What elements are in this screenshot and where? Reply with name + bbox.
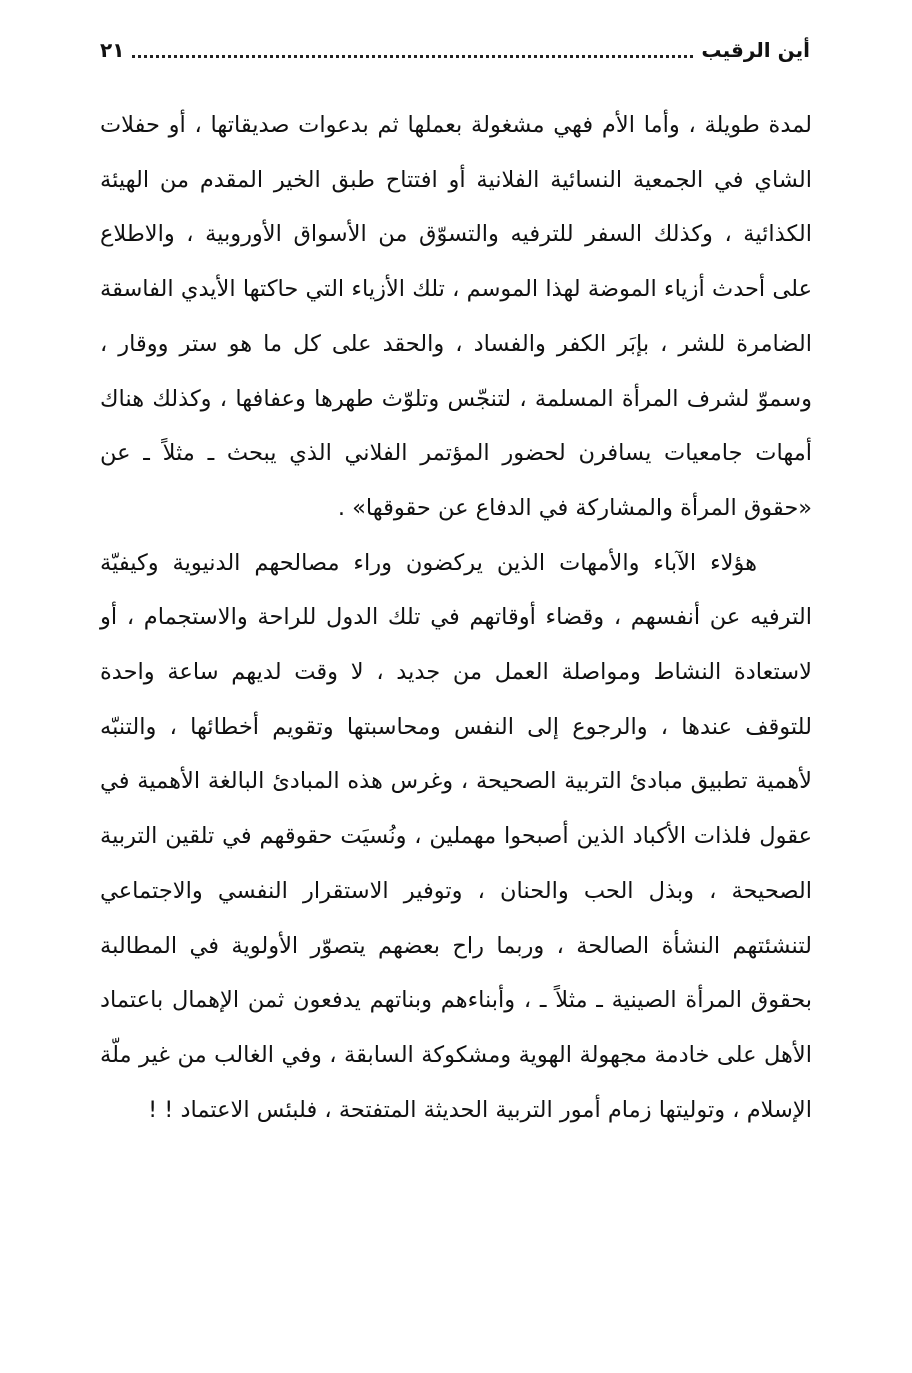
book-title: أين الرقيب — [701, 38, 810, 62]
running-header — [100, 30, 810, 70]
paragraph: هؤلاء الآباء والأمهات الذين يركضون وراء مصالحهم الدنيوية وكيفيّة الترفيه عن أنفسهم ، وقضاء أوقاتهم في تلك الدول للراحة والاستجمام ، أو لاستعادة النشاط ومواصلة العمل من جديد ، لا وقت لديهم ساعة واحدة للتوقف عندها ، والرجوع إلى النفس ومحاسبتها وتقويم أخطائها ، والتنبّه لأهمية تطبيق مبادئ التربية الصحيحة ، وغرس هذه المبادئ البالغة الأهمية في عقول فلذات الأكباد الذين أصبحوا مهملين ، ونُسيَت حقوقهم في تلقين التربية الصحيحة ، وبذل الحب والحنان ، وتوفير الاستقرار النفسي والاجتماعي لتنشئتهم النشأة الصالحة ، وربما راح بعضهم يتصوّر الأولوية في المطالبة بحقوق المرأة الصينية ـ مثلاً ـ ، وأبناءهم وبناتهم يدفعون ثمن الإهمال باعتماد الأهل على خادمة مجهولة الهوية ومشكوكة السابقة ، وفي الغالب من غير ملّة الإسلام ، وتوليتها زمام أمور التربية الحديثة المتفتحة ، فلبئس الاعتماد ! ! — [100, 549, 812, 1123]
body-text — [100, 98, 812, 1137]
page-number: ٢١ — [100, 38, 125, 62]
dotted-leader — [132, 55, 693, 58]
paragraph: لمدة طويلة ، وأما الأم فهي مشغولة بعملها ثم بدعوات صديقاتها ، أو حفلات الشاي في الجمعية النسائية الفلانية أو افتتاح طبق الخير المقدم من الهيئة الكذائية ، وكذلك السفر للترفيه والتسوّق من الأسواق الأوروبية ، والاطلاع على أحدث أزياء الموضة لهذا الموسم ، تلك الأزياء التي حاكتها الأيدي الفاسقة الضامرة للشر ، بإبَر الكفر والفساد ، والحقد على كل ما هو ستر ووقار ، وسموّ لشرف المرأة المسلمة ، لتنجّس وتلوّث طهرها وعفافها ، وكذلك هناك أمهات جامعيات يسافرن لحضور المؤتمر الفلاني الذي يبحث ـ مثلاً ـ عن «حقوق المرأة والمشاركة في الدفاع عن حقوقها» . — [100, 112, 812, 521]
